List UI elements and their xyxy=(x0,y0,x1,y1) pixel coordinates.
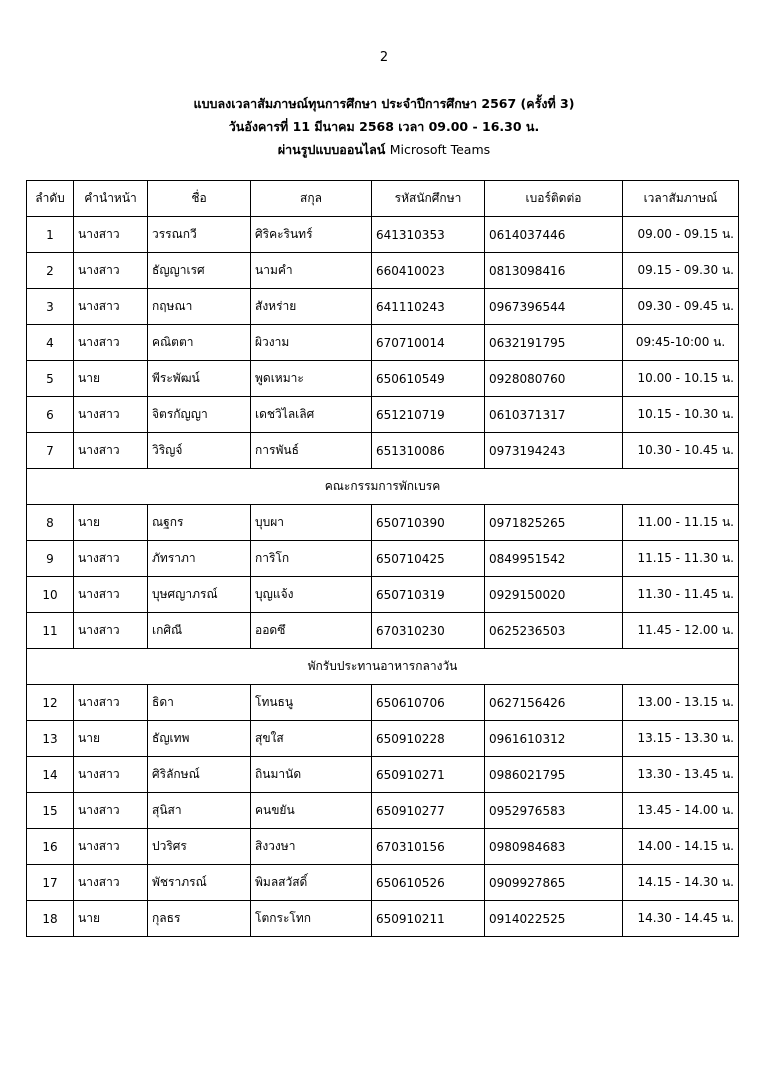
cell-prefix: นางสาว xyxy=(74,613,148,649)
cell-last-name: สิงวงษา xyxy=(251,829,372,865)
cell-student-id: 670310156 xyxy=(372,829,485,865)
cell-student-id: 650910228 xyxy=(372,721,485,757)
cell-no: 17 xyxy=(27,865,74,901)
cell-first-name: ธัญญาเรศ xyxy=(148,253,251,289)
cell-prefix: นางสาว xyxy=(74,397,148,433)
committee-break-label: คณะกรรมการพักเบรค xyxy=(27,469,739,505)
cell-phone: 0813098416 xyxy=(485,253,623,289)
cell-last-name: คนขยัน xyxy=(251,793,372,829)
cell-no: 10 xyxy=(27,577,74,613)
table-row xyxy=(27,577,739,613)
cell-student-id: 650710319 xyxy=(372,577,485,613)
cell-prefix: นางสาว xyxy=(74,325,148,361)
cell-no: 5 xyxy=(27,361,74,397)
cell-no: 12 xyxy=(27,685,74,721)
cell-time: 13.30 - 13.45 น. xyxy=(623,757,739,793)
header-last-name: สกุล xyxy=(251,181,372,217)
header-phone: เบอร์ติดต่อ xyxy=(485,181,623,217)
cell-last-name: เดชวิไลเลิศ xyxy=(251,397,372,433)
cell-prefix: นางสาว xyxy=(74,793,148,829)
cell-last-name: พูดเหมาะ xyxy=(251,361,372,397)
table-row xyxy=(27,613,739,649)
heading-title: แบบลงเวลาสัมภาษณ์ทุนการศึกษา ประจำปีการศึกษา 2567 (ครั้งที่ 3) xyxy=(193,96,575,111)
heading-format-platform: Microsoft Teams xyxy=(389,142,491,157)
header-no: ลำดับ xyxy=(27,181,74,217)
cell-student-id: 641110243 xyxy=(372,289,485,325)
header-student-id: รหัสนักศึกษา xyxy=(372,181,485,217)
cell-prefix: นางสาว xyxy=(74,289,148,325)
cell-last-name: นามคำ xyxy=(251,253,372,289)
cell-no: 13 xyxy=(27,721,74,757)
cell-first-name: ปวริศร xyxy=(148,829,251,865)
cell-prefix: นางสาว xyxy=(74,865,148,901)
cell-phone: 0928080760 xyxy=(485,361,623,397)
cell-time: 13.00 - 13.15 น. xyxy=(623,685,739,721)
table-row xyxy=(27,217,739,253)
cell-first-name: จิตรกัญญา xyxy=(148,397,251,433)
cell-prefix: นางสาว xyxy=(74,433,148,469)
cell-first-name: พัชราภรณ์ xyxy=(148,865,251,901)
cell-prefix: นางสาว xyxy=(74,541,148,577)
cell-student-id: 650910271 xyxy=(372,757,485,793)
cell-time: 14.30 - 14.45 น. xyxy=(623,901,739,937)
cell-no: 16 xyxy=(27,829,74,865)
table-row xyxy=(27,865,739,901)
cell-prefix: นางสาว xyxy=(74,577,148,613)
cell-student-id: 650710390 xyxy=(372,505,485,541)
cell-student-id: 651210719 xyxy=(372,397,485,433)
cell-time: 09.15 - 09.30 น. xyxy=(623,253,739,289)
cell-no: 14 xyxy=(27,757,74,793)
lunch-break-label: พักรับประทานอาหารกลางวัน xyxy=(27,649,739,685)
cell-no: 6 xyxy=(27,397,74,433)
cell-no: 18 xyxy=(27,901,74,937)
cell-last-name: บุบผา xyxy=(251,505,372,541)
cell-last-name: ศิริคะรินทร์ xyxy=(251,217,372,253)
cell-student-id: 670310230 xyxy=(372,613,485,649)
cell-student-id: 651310086 xyxy=(372,433,485,469)
break-row-committee xyxy=(27,469,739,505)
cell-student-id: 660410023 xyxy=(372,253,485,289)
cell-last-name: ถินมานัด xyxy=(251,757,372,793)
cell-first-name: วรรณกวี xyxy=(148,217,251,253)
cell-prefix: นาย xyxy=(74,361,148,397)
cell-last-name: ออดซึ xyxy=(251,613,372,649)
cell-phone: 0971825265 xyxy=(485,505,623,541)
table-row xyxy=(27,541,739,577)
heading-format-thai: ผ่านรูปแบบออนไลน์ xyxy=(277,142,390,157)
cell-last-name: สุขใส xyxy=(251,721,372,757)
cell-phone: 0627156426 xyxy=(485,685,623,721)
cell-time: 11.15 - 11.30 น. xyxy=(623,541,739,577)
cell-first-name: วิริญจ์ xyxy=(148,433,251,469)
document-heading xyxy=(0,92,768,161)
cell-no: 9 xyxy=(27,541,74,577)
cell-phone: 0952976583 xyxy=(485,793,623,829)
cell-phone: 0929150020 xyxy=(485,577,623,613)
header-first-name: ชื่อ xyxy=(148,181,251,217)
cell-phone: 0610371317 xyxy=(485,397,623,433)
cell-student-id: 670710014 xyxy=(372,325,485,361)
cell-no: 3 xyxy=(27,289,74,325)
cell-phone: 0909927865 xyxy=(485,865,623,901)
cell-last-name: โตกระโทก xyxy=(251,901,372,937)
cell-time: 14.15 - 14.30 น. xyxy=(623,865,739,901)
cell-first-name: กุลธร xyxy=(148,901,251,937)
cell-last-name: สังหร่าย xyxy=(251,289,372,325)
cell-prefix: นาย xyxy=(74,505,148,541)
cell-phone: 0614037446 xyxy=(485,217,623,253)
cell-phone: 0625236503 xyxy=(485,613,623,649)
table-row xyxy=(27,757,739,793)
cell-no: 4 xyxy=(27,325,74,361)
cell-last-name: การพันธ์ xyxy=(251,433,372,469)
cell-phone: 0961610312 xyxy=(485,721,623,757)
heading-date-time: วันอังคารที่ 11 มีนาคม 2568 เวลา 09.00 - 16.30 น. xyxy=(228,119,540,134)
cell-last-name: พิมลสวัสดิ์ xyxy=(251,865,372,901)
cell-first-name: สุนิสา xyxy=(148,793,251,829)
table-row xyxy=(27,325,739,361)
header-prefix: คำนำหน้า xyxy=(74,181,148,217)
cell-prefix: นางสาว xyxy=(74,685,148,721)
cell-time: 10.00 - 10.15 น. xyxy=(623,361,739,397)
cell-no: 2 xyxy=(27,253,74,289)
cell-student-id: 650610549 xyxy=(372,361,485,397)
cell-time: 11.00 - 11.15 น. xyxy=(623,505,739,541)
cell-time: 11.45 - 12.00 น. xyxy=(623,613,739,649)
cell-prefix: นางสาว xyxy=(74,253,148,289)
cell-prefix: นางสาว xyxy=(74,829,148,865)
cell-time: 10.30 - 10.45 น. xyxy=(623,433,739,469)
table-row xyxy=(27,793,739,829)
cell-prefix: นางสาว xyxy=(74,217,148,253)
header-time: เวลาสัมภาษณ์ xyxy=(623,181,739,217)
cell-first-name: คณิตตา xyxy=(148,325,251,361)
cell-phone: 0632191795 xyxy=(485,325,623,361)
table-row xyxy=(27,685,739,721)
cell-time: 14.00 - 14.15 น. xyxy=(623,829,739,865)
cell-first-name: ศิริลักษณ์ xyxy=(148,757,251,793)
cell-time: 09.30 - 09.45 น. xyxy=(623,289,739,325)
cell-phone: 0980984683 xyxy=(485,829,623,865)
cell-no: 15 xyxy=(27,793,74,829)
cell-last-name: โทนธนู xyxy=(251,685,372,721)
table-row xyxy=(27,289,739,325)
cell-time: 10.15 - 10.30 น. xyxy=(623,397,739,433)
cell-time: 11.30 - 11.45 น. xyxy=(623,577,739,613)
table-row xyxy=(27,253,739,289)
cell-prefix: นาย xyxy=(74,721,148,757)
cell-last-name: ผิวงาม xyxy=(251,325,372,361)
cell-student-id: 650910211 xyxy=(372,901,485,937)
table-row xyxy=(27,397,739,433)
cell-no: 11 xyxy=(27,613,74,649)
break-row-lunch xyxy=(27,649,739,685)
cell-student-id: 650610526 xyxy=(372,865,485,901)
cell-last-name: การิโก xyxy=(251,541,372,577)
cell-student-id: 650710425 xyxy=(372,541,485,577)
cell-no: 8 xyxy=(27,505,74,541)
cell-first-name: ธัญเทพ xyxy=(148,721,251,757)
cell-last-name: บุญแจ้ง xyxy=(251,577,372,613)
cell-no: 7 xyxy=(27,433,74,469)
cell-time: 13.45 - 14.00 น. xyxy=(623,793,739,829)
cell-first-name: กฤษณา xyxy=(148,289,251,325)
cell-first-name: เกศิณี xyxy=(148,613,251,649)
cell-student-id: 650910277 xyxy=(372,793,485,829)
page-number: 2 xyxy=(379,50,389,65)
table-row xyxy=(27,829,739,865)
table-row xyxy=(27,901,739,937)
table-row xyxy=(27,433,739,469)
cell-student-id: 641310353 xyxy=(372,217,485,253)
cell-phone: 0973194243 xyxy=(485,433,623,469)
cell-prefix: นางสาว xyxy=(74,757,148,793)
table-header-row xyxy=(27,181,739,217)
table-row xyxy=(27,361,739,397)
cell-first-name: บุษศญาภรณ์ xyxy=(148,577,251,613)
cell-phone: 0849951542 xyxy=(485,541,623,577)
cell-prefix: นาย xyxy=(74,901,148,937)
cell-phone: 0914022525 xyxy=(485,901,623,937)
cell-time: 09:45-10:00 น. xyxy=(623,325,739,361)
heading-format xyxy=(0,138,768,161)
interview-schedule-table xyxy=(26,180,739,937)
table-row xyxy=(27,721,739,757)
table-row xyxy=(27,505,739,541)
cell-first-name: พีระพัฒน์ xyxy=(148,361,251,397)
cell-time: 09.00 - 09.15 น. xyxy=(623,217,739,253)
cell-time: 13.15 - 13.30 น. xyxy=(623,721,739,757)
cell-first-name: ภัทราภา xyxy=(148,541,251,577)
cell-first-name: ธิดา xyxy=(148,685,251,721)
cell-no: 1 xyxy=(27,217,74,253)
cell-phone: 0986021795 xyxy=(485,757,623,793)
cell-student-id: 650610706 xyxy=(372,685,485,721)
cell-phone: 0967396544 xyxy=(485,289,623,325)
cell-first-name: ณฐกร xyxy=(148,505,251,541)
